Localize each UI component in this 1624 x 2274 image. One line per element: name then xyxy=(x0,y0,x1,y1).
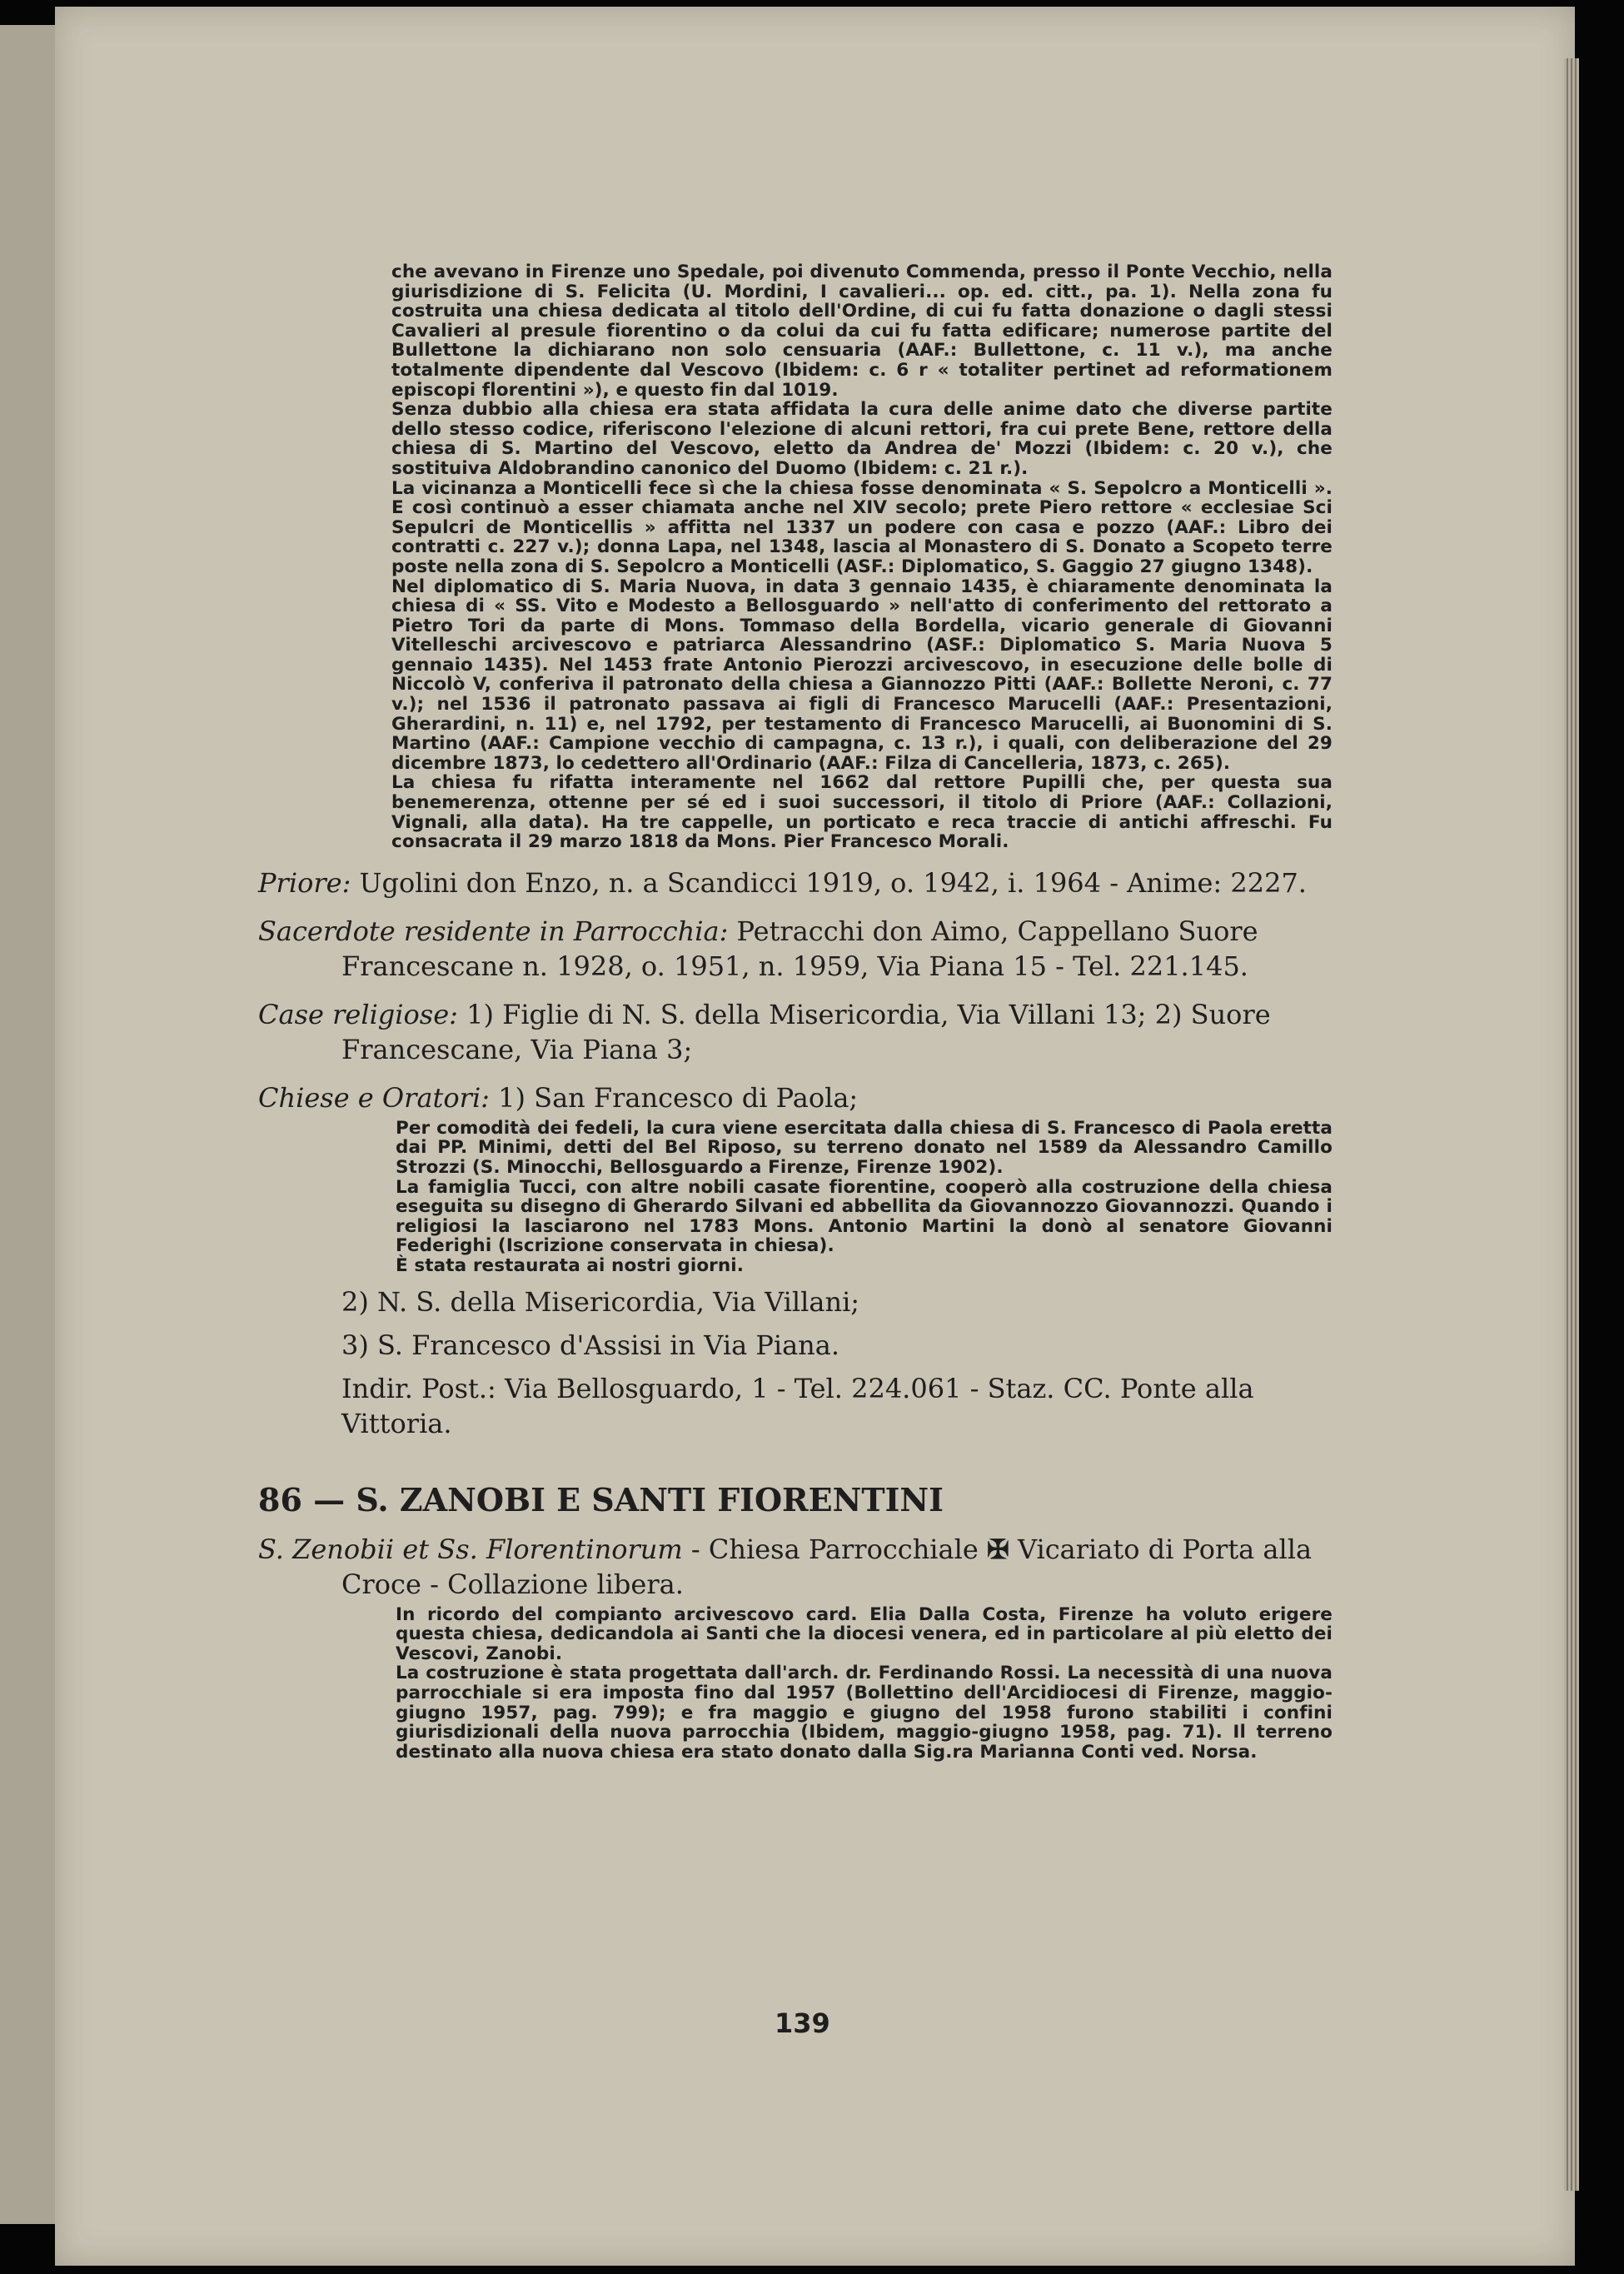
page-stack-edge xyxy=(1564,58,1579,2191)
postal-address: Indir. Post.: Via Bellosguardo, 1 - Tel. 224.061 - Staz. CC. Ponte alla Vittoria. xyxy=(341,1372,1254,1439)
section-desc-after: Vicariato di Porta alla Croce - Collazione libera. xyxy=(341,1533,1313,1600)
section-notes xyxy=(396,1605,1333,1763)
note-paragraph: Nel diplomatico di S. Maria Nuova, in data 3 gennaio 1435, è chiaramente denominata la chiesa di « SS. Vito e Modesto a Bellosguardo » nell'atto di conferimento del rettorato a Pietro Tori da parte di Mons. Tommaso della Bordella, vicario generale di Giovanni Vitelleschi arcivescovo e patriarca Alessandrino (ASF.: Diplomatico S. Maria Nuova 5 gennaio 1435). Nel 1453 frate Antonio Pierozzi arcivescovo, in esecuzione delle bolle di Niccolò V, conferiva il patronato della chiesa a Giannozzo Pitti (AAF.: Bollette Neroni, c. 77 v.); nel 1536 il patronato passava ai figli di Francesco Marucelli (AAF.: Presentazioni, Gherardini, n. 11) e, nel 1792, per testamento di Francesco Marucelli, ai Buonomini di S. Martino (AAF.: Campione vecchio di campagna, c. 13 r.), i quali, con deliberazione del 29 dicembre 1873, lo cedettero all'Ordinario (AAF.: Filza di Cancelleria, 1873, c. 265). xyxy=(391,576,1333,774)
oratorio-item-3: 3) S. Francesco d'Assisi in Via Piana. xyxy=(341,1329,840,1361)
section-desc-before: - Chiesa Parrocchiale xyxy=(690,1533,979,1565)
sacerdote-text: Petracchi don Aimo, Cappellano Suore Francescane n. 1928, o. 1951, n. 1959, Via Piana 15 - Tel. 221.145. xyxy=(341,915,1258,982)
note-paragraph: Senza dubbio alla chiesa era stata affidata la cura delle anime dato che diverse partite dello stesso codice, riferiscono l'elezione di alcuni rettori, fra cui prete Bene, rettore della chiesa di S. Martino del Vescovo, eletto da Andrea de' Mozzi (Ibidem: c. 20 v.), che sostituiva Aldobrandino canonico del Duomo (Ibidem: c. 21 r.). xyxy=(391,399,1333,479)
section-description xyxy=(258,1532,1333,1602)
page-number: 139 xyxy=(775,2007,830,2039)
priore-entry xyxy=(258,865,1333,900)
chiese-oratori-entry xyxy=(258,1080,1333,1115)
priore-text: Ugolini don Enzo, n. a Scandicci 1919, o. 1942, i. 1964 - Anime: 2227. xyxy=(359,866,1307,899)
note-paragraph: Per comodità dei fedeli, la cura viene esercitata dalla chiesa di S. Francesco di Paola eretta dai PP. Minimi, detti del Bel Riposo, su terreno donato nel 1589 da Alessandro Camillo Strozzi (S. Minocchi, Bellosguardo a Firenze, Firenze 1902). xyxy=(396,1117,1333,1178)
page-content xyxy=(258,262,1333,1762)
left-page-edge xyxy=(0,25,61,2224)
note-paragraph: È stata restaurata ai nostri giorni. xyxy=(396,1254,745,1276)
note-paragraph: che avevano in Firenze uno Spedale, poi divenuto Commenda, presso il Ponte Vecchio, nella giurisdizione di S. Felicita (U. Mordini, I cavalieri... op. ed. citt., pa. 1). Nella zona fu costruita una chiesa dedicata al titolo dell'Ordine, di cui fu fatta donazione o dagli stessi Cavalieri al presule fiorentino o da colui da cui fu fatta edificare; numerose partite del Bullettone la dichiarano non solo censuaria (AAF.: Bullettone, c. 11 v.), ma anche totalmente dipendente dal Vescovo (Ibidem: c. 6 r « totaliter pertinet ad reformationem episcopi florentini »), e questo fin dal 1019. xyxy=(391,262,1333,401)
chiese-oratori-label: Chiese e Oratori: xyxy=(258,1081,490,1114)
chiese-notes xyxy=(396,1119,1333,1276)
latin-name: S. Zenobii et Ss. Florentinorum xyxy=(258,1533,683,1565)
intro-notes xyxy=(391,262,1333,852)
sacerdote-entry xyxy=(258,914,1333,984)
note-paragraph: La vicinanza a Monticelli fece sì che la chiesa fosse denominata « S. Sepolcro a Monticelli ». E così continuò a esser chiamata anche nel XIV secolo; prete Piero rettore « ecclesiae Sci Sepulcri de Monticellis » affitta nel 1337 un podere con casa e pozzo (AAF.: Libro dei contratti c. 227 v.); donna Lapa, nel 1348, lascia al Monastero di S. Donato a Scopeto terre poste nella zona di S. Sepolcro a Monticelli (ASF.: Diplomatico, S. Gaggio 27 giugno 1348). xyxy=(391,477,1333,577)
case-religiose-entry xyxy=(258,997,1333,1067)
priore-label: Priore: xyxy=(258,866,351,899)
note-paragraph: In ricordo del compianto arcivescovo card. Elia Dalla Costa, Firenze ha voluto erigere questa chiesa, dedicandola ai Santi che la diocesi venera, ed in particolare al più eletto dei Vescovi, Zanobi. xyxy=(396,1603,1333,1664)
note-paragraph: La famiglia Tucci, con altre nobili casate fiorentine, cooperò alla costruzione della chiesa eseguita su disegno di Gherardo Silvani ed abbellita da Giovannozzo Giovannozzi. Quando i religiosi la lasciarono nel 1783 Mons. Antonio Martini la donò al senatore Giovanni Federighi (Iscrizione conservata in chiesa). xyxy=(396,1176,1333,1257)
case-religiose-text: 1) Figlie di N. S. della Misericordia, Via Villani 13; 2) Suore Francescane, Via Piana 3; xyxy=(341,998,1271,1065)
oratorio-item-2: 2) N. S. della Misericordia, Via Villani; xyxy=(341,1285,860,1318)
case-religiose-label: Case religiose: xyxy=(258,998,458,1030)
cross-icon: ✠ xyxy=(986,1533,1009,1565)
section-heading: 86 — S. ZANOBI E SANTI FIORENTINI xyxy=(258,1480,944,1518)
sacerdote-label: Sacerdote residente in Parrocchia: xyxy=(258,915,729,947)
note-paragraph: La costruzione è stata progettata dall'arch. dr. Ferdinando Rossi. La necessità di una nuova parrocchiale si era imposta fino dal 1957 (Bollettino dell'Arcidiocesi di Firenze, maggio-giugno 1957, pag. 799); e fra maggio e giugno del 1958 furono stabiliti i confini giurisdizionali della nuova parrocchia (Ibidem, maggio-giugno 1958, pag. 71). Il terreno destinato alla nuova chiesa era stato donato dalla Sig.ra Marianna Conti ved. Norsa. xyxy=(396,1663,1333,1763)
chiese-oratori-text: 1) San Francesco di Paola; xyxy=(498,1081,859,1114)
note-paragraph: La chiesa fu rifatta interamente nel 1662 dal rettore Pupilli che, per questa sua benemerenza, ottenne per sé ed i suoi successori, il titolo di Priore (AAF.: Collazioni, Vignali, alla data). Ha tre cappelle, un porticato e reca traccie di antichi affreschi. Fu consacrata il 29 marzo 1818 da Mons. Pier Francesco Morali. xyxy=(391,772,1333,853)
